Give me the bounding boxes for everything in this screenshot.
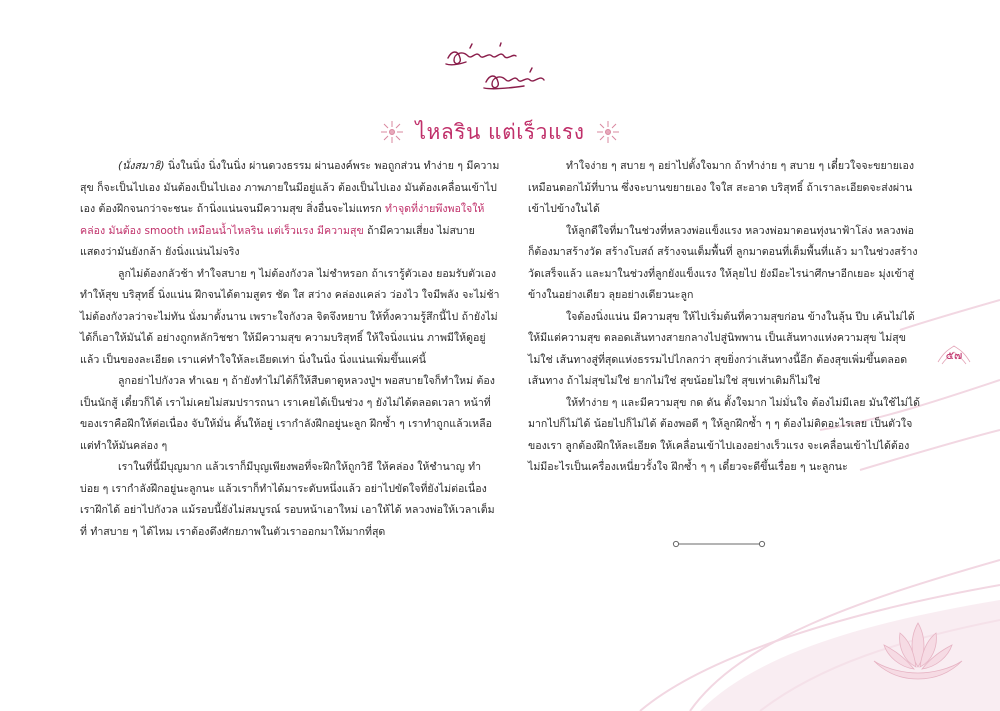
paragraph: ทำใจง่าย ๆ สบาย ๆ อย่าไปตั้งใจมาก ถ้าทำง่าย ๆ สบาย ๆ เดี๋ยวใจจะขยายเอง เหมือนดอกไม้ที่บาน ซึ่งจะบานขยายเอง ใจใส สะอาด บริสุทธิ์ ถ้าเราละเอียดจะส่งผ่านเข้าไปข้างในได้ (528, 160, 915, 215)
highlighted-text: ทำจุดที่ง่ายพึงพอใจให้คล่อง มันต้อง smooth เหมือนน้ำไหลริน แต่เร็วแรง มีความสุข (80, 203, 485, 237)
page-number-text: ๕๗ (945, 349, 963, 362)
chapter-title (0, 112, 1000, 152)
paragraph: ลูกอย่าไปกังวล ทำเฉย ๆ ถ้ายังทำไม่ได้ก็ให้สืบตาดูหลวงปู่ฯ พอสบายใจก็ทำใหม่ ต้องเป็นนักสู้ เดี๋ยวก็ได้ เราไม่เคยไม่สมปรารถนา เราเคยได้เป็นช่วง ๆ ยังไม่ได้ตลอดเวลา หน้าที่ของเราคือฝึกให้ต่อเนื่อง จับให้มั่น คั้นให้อยู่ เรากำลังฝึกอยู่นะลูก ฝึกซ้ำ ๆ เราทำถูกแล้วเหลือแต่ทำให้มันคล่อง ๆ (80, 375, 495, 452)
paragraph: เราในที่นี้มีบุญมาก แล้วเราก็มีบุญเพียงพอที่จะฝึกให้ถูกวิธี ให้คล่อง ให้ชำนาญ ทำบ่อย ๆ เรากำลังฝึกอยู่นะลูกนะ แล้วเราก็ทำได้มาระดับหนึ่งแล้ว อย่าไปขัดใจที่ยังไม่ต่อเนื่อง เราฝึกได้ อย่าไปกังวล แม้รอบนี้ยังไม่สมบูรณ์ รอบหน้าเอาใหม่ เอาให้ได้ หลวงพ่อให้เวลาเต็มที่ ทำสบาย ๆ ได้ไหม เราต้องดึงศักยภาพในตัวเราออกมาให้มากที่สุด (80, 461, 495, 538)
page-title: ไหลริน แต่เร็วแรง (415, 119, 585, 144)
lotus-ornament-icon (379, 119, 405, 145)
section-divider (672, 538, 766, 550)
handwritten-signature (440, 40, 565, 100)
paragraph-prefix: (นั่งสมาธิ) (118, 160, 165, 172)
lotus-flower-icon (870, 615, 966, 685)
paragraph: ลูกไม่ต้องกลัวช้า ทำใจสบาย ๆ ไม่ต้องกังวล ไม่ชำหรอก ถ้าเรารู้ตัวเอง ยอมรับตัวเอง ทำให้สุข บริสุทธิ์ นิ่งแน่น ฝึกจนได้ตามสูตร ชัด ใส สว่าง คล่องแคล่ว ว่องไว ใจมีพลัง จะไม่ช้า ไม่ต้องกังวลว่าจะไม่ทัน นั่งมาตั้งนาน เพราะใจกังวล จิตจึงหยาบ ให้ทิ้งความรู้สึกนี้ไป ถ้ายังไม่ได้ก็เอาให้มันได้ อย่างถูกหลักวิชชา ให้มีความสุข ความบริสุทธิ์ ให้ใจนิ่งแน่น ภาพมีให้ดูอยู่แล้ว เป็นของละเอียด เราแค่ทำใจให้ละเอียดเท่า นิ่งในนิ่ง นิ่งแน่นเพิ่มขึ้นแค่นี้ (80, 267, 500, 366)
paragraph-text: นิ่งในนิ่ง นิ่งในนิ่ง ผ่านดวงธรรม ผ่านองค์พระ พอถูกส่วน ทำง่าย ๆ มีความสุข ก็จะเป็นไปเอง มันต้องเป็นไปเอง ภาพภายในมีอยู่แล้ว ต้องเป็นไปเอง มันต้องเคลื่อนเข้าไปเอง ต้องฝึกจนกว่าจะชนะ ถ้านิ่งแน่นจนมีความสุข สิ่งอื่นจะไม่แทรก (80, 160, 500, 215)
paragraph-text: ถ้ามีความเสี่ยง ไม่สบาย แสดงว่ามันยังกล้า ยังนิ่งแน่นไม่จริง (80, 224, 475, 258)
paragraph: ให้ทำง่าย ๆ และมีความสุข กด ดัน ตั้งใจมาก ไม่มั่นใจ ต้องไม่มีเลย มันใช้ไม่ได้ มากไปก็ไม่ได้ น้อยไปก็ไม่ได้ ต้องพอดี ๆ ให้ลูกฝึกซ้ำ ๆ ๆ ต้องไม่ติดอะไรเลย เป็นตัวใจของเรา ลูกต้องฝึกให้ละเอียด ให้เคลื่อนเข้าไปเองอย่างเร็วแรง จะเคลื่อนเข้าไปได้ต้องไม่มีอะไรเป็นเครื่องเหนี่ยวรั้งใจ ฝึกซ้ำ ๆ ๆ เดี๋ยวจะดีขึ้นเรื่อย ๆ นะลูกนะ (528, 396, 920, 473)
lotus-ornament-icon (595, 119, 621, 145)
right-column (528, 156, 920, 479)
paragraph: ให้ลูกดีใจที่มาในช่วงที่หลวงพ่อแข็งแรง หลวงพ่อมาตอนทุ่งนาฟ้าโล่ง หลวงพ่อก็ต้องมาสร้างวัด สร้างโบสถ์ สร้างจนเต็มพื้นที่ ลูกมาตอนที่เต็มพื้นที่แล้ว มาในช่วงสร้างวัดเสร็จแล้ว และมาในช่วงที่ลูกยังแข็งแรง ให้ลุยไป ยังมีอะไรน่าศึกษาอีกเยอะ มุ่งเข้าสู่ข้างในอย่างเดียว ลุยอย่างเดียวนะลูก (528, 224, 918, 301)
paragraph (80, 156, 500, 264)
left-column (80, 156, 500, 543)
paragraph: ใจต้องนิ่งแน่น มีความสุข ให้ไปเริ่มต้นที่ความสุขก่อน ข้างในลุ้น ปีบ เค้นไม่ได้ ให้มีแต่ความสุข ตลอดเส้นทางสายกลางไปสู่นิพพาน เป็นเส้นทางแห่งความสุข ไม่สุขไม่ใช่ เส้นทางสู่ที่สุดแห่งธรรมไปไกลกว่า สุขยิ่งกว่าเส้นทางนี้อีก ต้องสุขเพิ่มขึ้นตลอดเส้นทาง ถ้าไม่สุขไม่ใช่ ยากไม่ใช่ สุขน้อยไม่ใช่ สุขเท่าเดิมก็ไม่ใช่ (528, 310, 915, 387)
page-number (934, 342, 974, 368)
